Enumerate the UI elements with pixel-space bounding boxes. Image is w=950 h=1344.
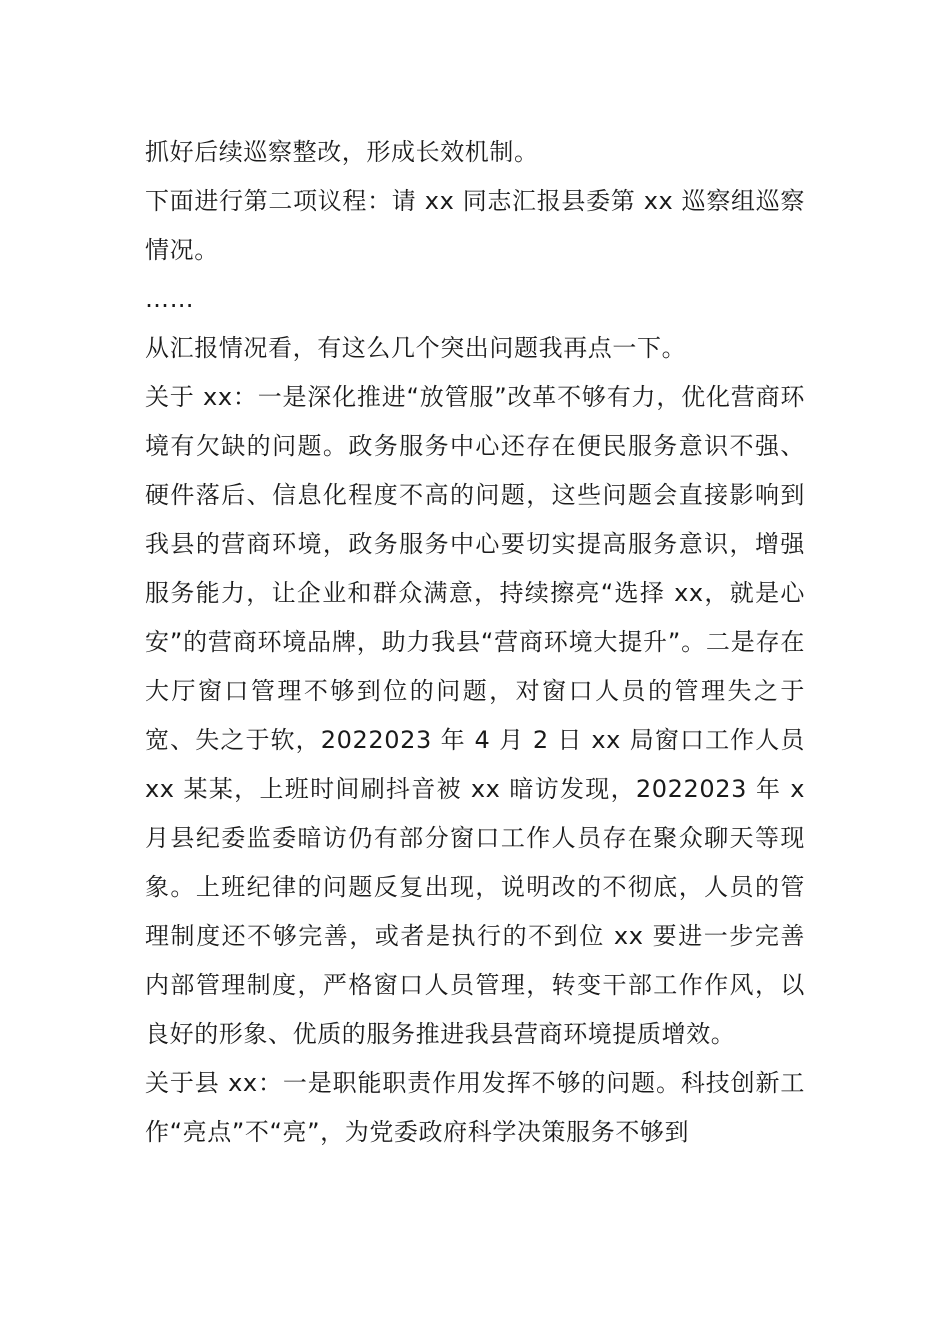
paragraph-agenda-item-two: 下面进行第二项议程：请 xx 同志汇报县委第 xx 巡察组巡察情况。 [145,187,805,264]
paragraph-county-functions: 关于县 xx：一是职能职责作用发挥不够的问题。科技创新工作“亮点”不“亮”，为党委政府科学决策服务不够到 [145,1069,805,1146]
paragraph-rectification: 抓好后续巡察整改，形成长效机制。 [145,138,539,166]
document-body [145,128,805,1157]
paragraph-business-environment: 关于 xx：一是深化推进“放管服”改革不够有力，优化营商环境有欠缺的问题。政务服务中心还存在便民服务意识不强、硬件落后、信息化程度不高的问题，这些问题会直接影响到我县的营商环境，政务服务中心要切实提高服务意识，增强服务能力，让企业和群众满意，持续擦亮“选择 xx，就是心安”的营商环境品牌，助力我县“营商环境大提升”。二是存在大厅窗口管理不够到位的问题，对窗口人员的管理失之于宽、失之于软，2022023 年 4 月 2 日 xx 局窗口工作人员 xx 某某，上班时间刷抖音被 xx 暗访发现，2022023 年 x 月县纪委监委暗访仍有部分窗口工作人员存在聚众聊天等现象。上班纪律的问题反复出现，说明改的不彻底，人员的管理制度还不够完善，或者是执行的不到位 xx 要进一步完善内部管理制度，严格窗口人员管理，转变干部工作作风，以良好的形象、优质的服务推进我县营商环境提质增效。 [145,383,805,1048]
paragraph-issues-intro: 从汇报情况看，有这么几个突出问题我再点一下。 [145,334,687,362]
paragraph-ellipsis: …… [145,285,195,313]
